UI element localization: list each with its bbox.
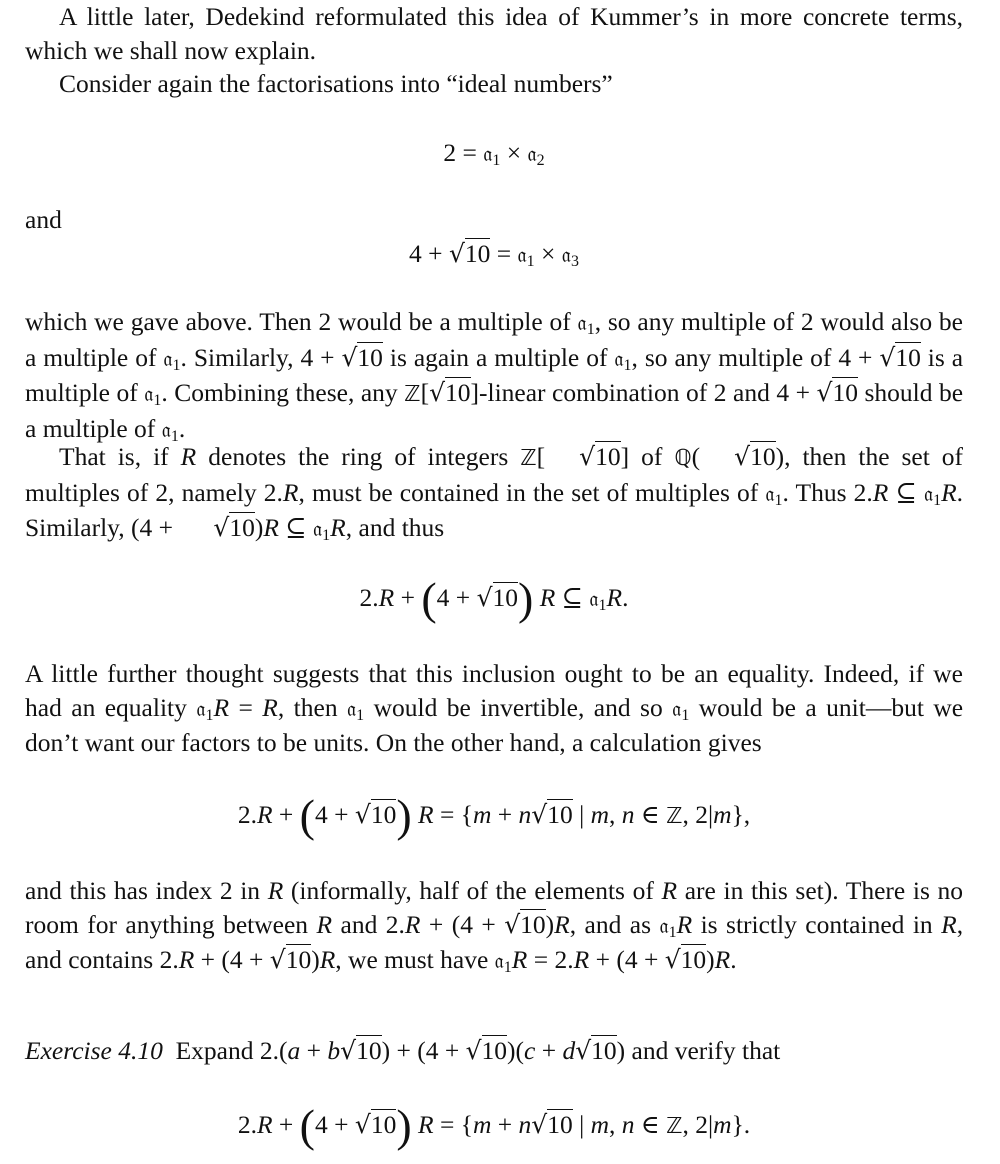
paragraph-4: That is, if R denotes the ring of integers ℤ[ √10] of ℚ( √10), then the set of multiples of 2, namely 2.R, must be contained in the set of multiples of 𝔞$_1$. Thus 2.R ⊆ 𝔞$_1$R. Similarly, (4 + √10)R ⊆ 𝔞$_1$R, and thus	[25, 442, 964, 544]
paragraph-1: A little later, Dedekind reformulated this idea of Kummer’s in more concrete terms, which we shall now explain.	[25, 2, 963, 65]
paragraph-2: Consider again the factorisations into “ideal numbers”	[59, 69, 613, 98]
paragraph-3: which we gave above. Then 2 would be a multiple of 𝔞$_1$, so any multiple of 2 would also be a multiple of 𝔞$_1$. Similarly, 4 + √10 is again a multiple of 𝔞$_1$, so any multiple of 4 + √10 is a multiple of 𝔞$_1$. Combining these, any ℤ[√10]-linear combination of 2 and 4 + √10 should be a multiple of 𝔞$_1$.	[25, 307, 964, 445]
exercise-4-10: Exercise 4.10 Expand 2.(a + b√10) + (4 + √10)(c + d√10) and verify that	[25, 1036, 781, 1065]
equation-inclusion: 2.R + (4 + √10) R ⊆ 𝔞$_1$R.	[359, 573, 629, 624]
paragraph-6: and this has index 2 in R (informally, half of the elements of R are in this set). There is no room for anything between R and 2.R + (4 + √10)R, and as 𝔞$_1$R is strictly contained in R, and contains 2.R + (4 + √10)R, we must have 𝔞$_1$R = 2.R + (4 + √10)R.	[25, 876, 964, 976]
exercise-label: Exercise 4.10	[25, 1036, 163, 1065]
equation-factorisation-4-plus-root-10: 4 + √10 = 𝔞$_1$ × 𝔞$_3$	[409, 239, 579, 270]
paragraph-5: A little further thought suggests that this inclusion ought to be an equality. Indeed, if we had an equality 𝔞$_1$R = R, then 𝔞$_1$ would be invertible, and so 𝔞$_1$ would be a unit—but we don’t want our factors to be units. On the other hand, a calculation gives	[25, 659, 964, 757]
equation-exercise: 2.R + (4 + √10) R = {m + n√10 | m, n ∈ ℤ, 2|m}.	[237, 1100, 751, 1151]
equation-factorisation-2: 2 = 𝔞$_1$ × 𝔞$_2$	[443, 138, 545, 169]
equation-calculation: 2.R + (4 + √10) R = {m + n√10 | m, n ∈ ℤ, 2|m},	[237, 790, 751, 841]
and-word: and	[25, 205, 62, 234]
